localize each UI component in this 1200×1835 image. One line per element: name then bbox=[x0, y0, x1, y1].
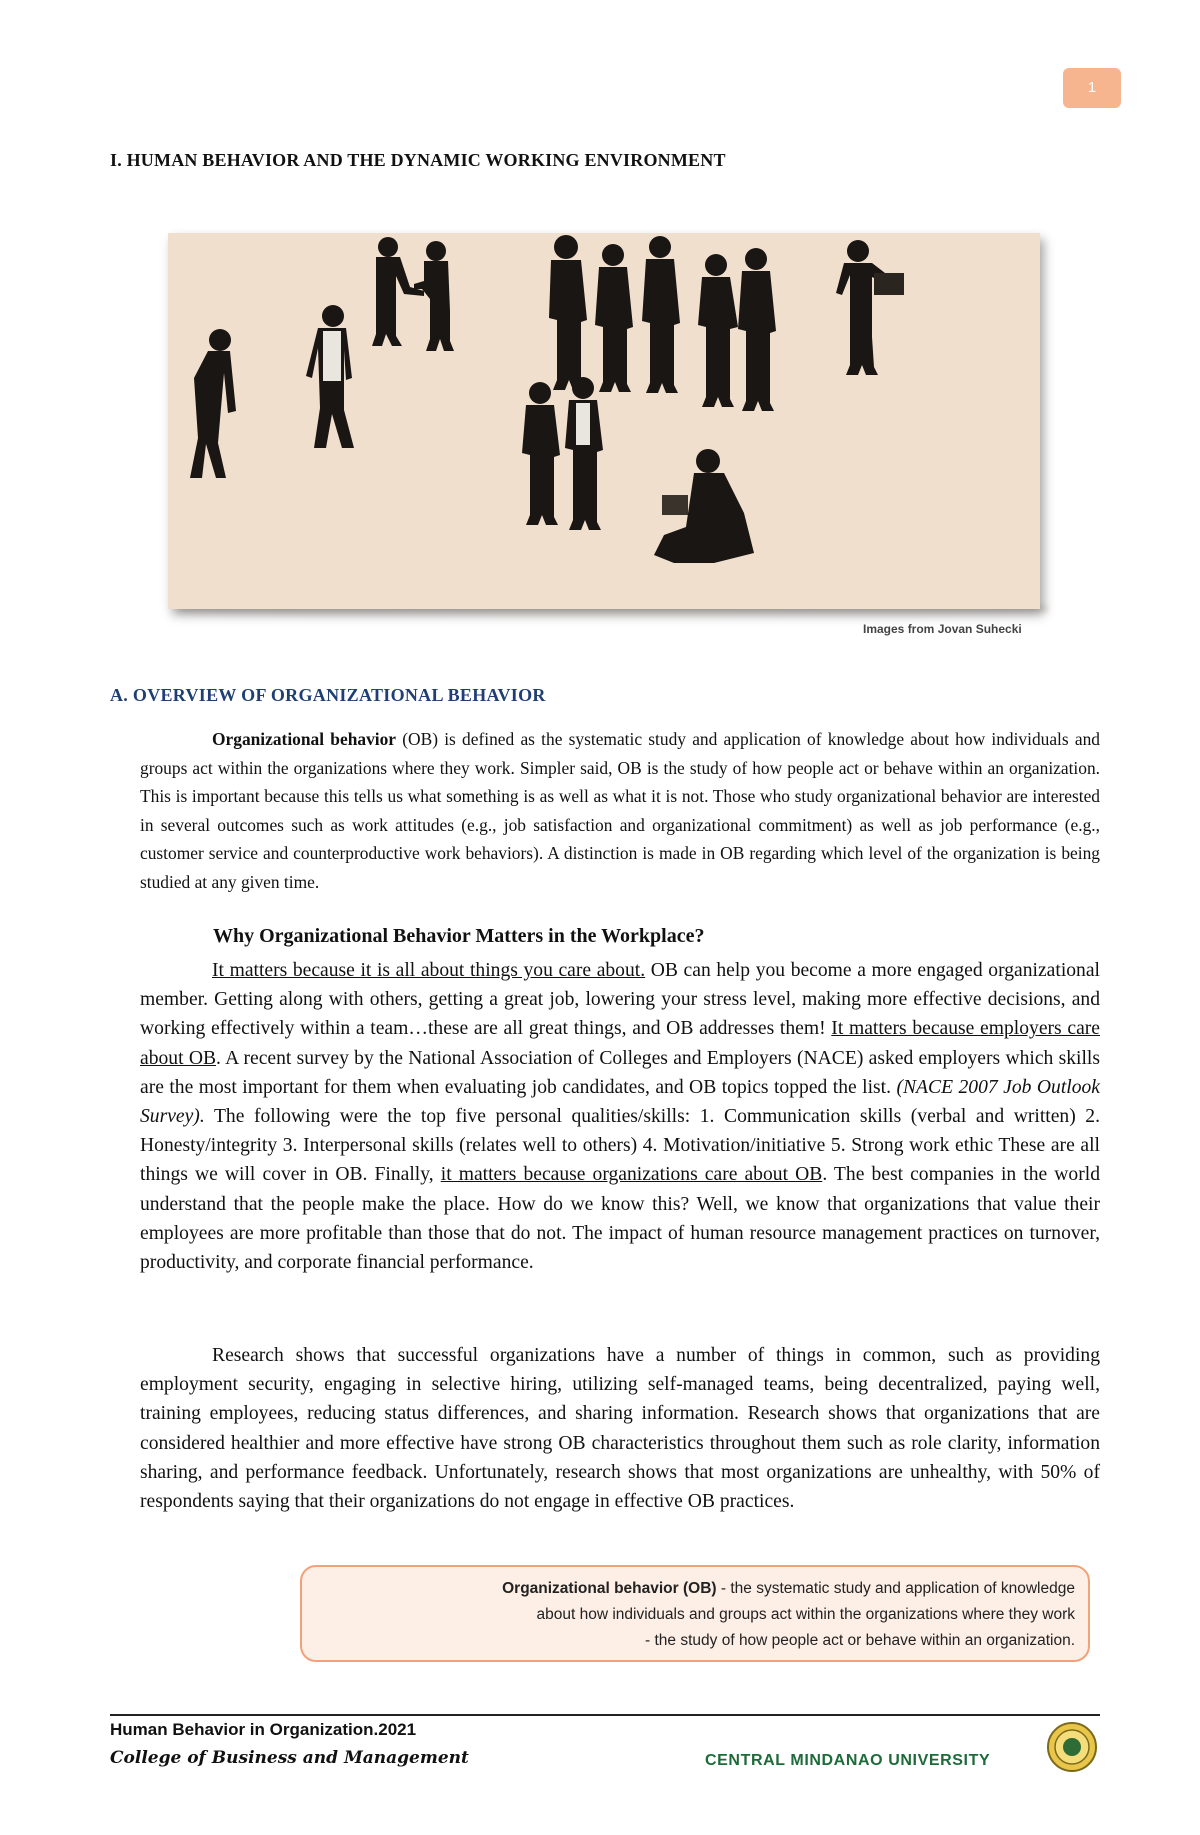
callout-line-2: about how individuals and groups act within the organizations where they work bbox=[536, 1606, 1075, 1623]
hero-image bbox=[168, 233, 1040, 609]
underlined-reason-2: It matters because employers care about OB bbox=[140, 1018, 1100, 1069]
overview-paragraph bbox=[140, 725, 1100, 897]
research-text: Research shows that successful organizations have a number of things in common, such as providing employment security, engaging in selective hiring, utilizing self-managed teams, being decentralized, paying well, training employees, reducing status differences, and sharing information. Research shows that organizations that are considered healthier and more effective have strong OB characteristics throughout them such as role clarity, information sharing, and performance feedback. Unfortunately, research shows that most organizations are unhealthy, with 50% of respondents saying that their organizations do not engage in effective OB practices. bbox=[140, 1345, 1100, 1513]
underlined-reason-3: it matters because organizations care about OB bbox=[440, 1164, 823, 1186]
ob-definition-text: (OB) is defined as the systematic study and application of knowledge about how individuals and groups act within the organizations where they work. Simpler said, OB is the study of how people act or behave within an organization. This is important because this tells us what something is as well as what it is not. Those who study organizational behavior are interested in several outcomes such as work attitudes (e.g., job satisfaction and organizational commitment) as well as job performance (e.g., customer service and counterproductive work behaviors). A distinction is made in OB regarding which level of the organization is being studied at any given time. bbox=[140, 729, 1100, 892]
callout-line-3: - the study of how people act or behave within an organization. bbox=[645, 1632, 1075, 1649]
research-paragraph bbox=[140, 1341, 1100, 1516]
why-ob-matters-heading: Why Organizational Behavior Matters in the Workplace? bbox=[213, 925, 705, 947]
page-number-badge: 1 bbox=[1063, 68, 1121, 108]
footer-college-name: College of Business and Management bbox=[110, 1748, 469, 1768]
image-credit: Images from Jovan Suhecki bbox=[863, 622, 1022, 636]
business-people-silhouettes-illustration bbox=[168, 233, 1040, 609]
why-text-4: . The best companies in the world understand that the people make the place. How do we know this? Well, we know that organizations that value their employees are more profitable than those that do not. The impact of human resource management practices on turnover, productivity, and corporate financial performance. bbox=[140, 1164, 1100, 1274]
why-text-2: . A recent survey by the National Association of Colleges and Employers (NACE) asked employers which skills are the most important for them when evaluating job candidates, and OB topics topped the list. bbox=[140, 1047, 1100, 1098]
underlined-reason-1: It matters because it is all about things you care about. bbox=[212, 960, 646, 981]
definition-callout-text bbox=[370, 1576, 1075, 1654]
callout-line-1: - the systematic study and application of knowledge bbox=[716, 1580, 1075, 1597]
why-text-3: The following were the top five personal qualities/skills: 1. Communication skills (verbal and written) 2. Honesty/integrity 3. Interpersonal skills (relates well to others) 4. Motivation/initiative 5. Strong work ethic These are all things we will cover in OB. Finally, bbox=[140, 1106, 1100, 1186]
why-text-1: OB can help you become a more engaged organizational member. Getting along with others, getting a great job, lowering your stress level, making more effective decisions, and working effectively within a team…these are all great things, and OB addresses them! bbox=[140, 960, 1100, 1040]
footer-divider bbox=[110, 1714, 1100, 1716]
ob-term: Organizational behavior bbox=[212, 729, 397, 749]
section-title: I. HUMAN BEHAVIOR AND THE DYNAMIC WORKING ENVIRONMENT bbox=[110, 150, 726, 170]
overview-heading: A. OVERVIEW OF ORGANIZATIONAL BEHAVIOR bbox=[110, 685, 546, 705]
nace-citation: (NACE 2007 Job Outlook Survey). bbox=[140, 1076, 1100, 1128]
why-paragraph bbox=[140, 956, 1100, 1277]
footer-course-title: Human Behavior in Organization.2021 bbox=[110, 1720, 417, 1739]
footer-university-name: CENTRAL MINDANAO UNIVERSITY bbox=[705, 1752, 991, 1769]
callout-term: Organizational behavior (OB) bbox=[502, 1580, 717, 1597]
university-seal-icon bbox=[1047, 1722, 1097, 1772]
